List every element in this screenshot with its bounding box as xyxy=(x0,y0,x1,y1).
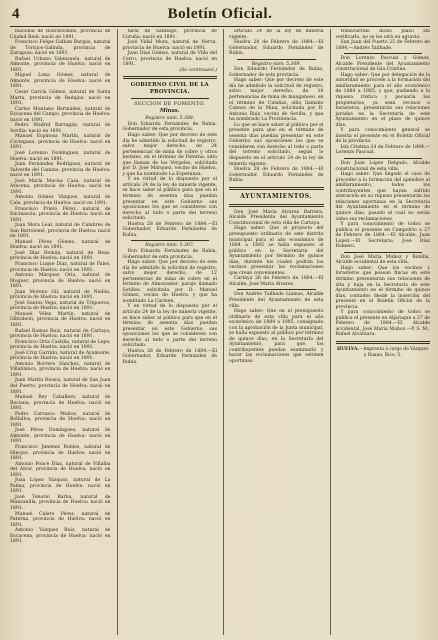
column-1 xyxy=(10,29,111,635)
san-juan-notice xyxy=(229,292,324,364)
col3-top-list xyxy=(229,29,324,57)
paragraph: Don Juan López Delgado, Alcalde constitucional de esta villa. xyxy=(335,161,430,172)
paragraph: Don José María Alvarez Barrera, Alcalde Presidente del Ayuntamiento Constitucional de esta villa de Cartaya. xyxy=(229,209,324,226)
paragraph: Juan López Vázquez, natural de La Palma, provincia de Huelva: nació en 1891. xyxy=(10,478,111,495)
paragraph: Manuel Espinosa Martín, natural de Cortegana, provincia de Huelva: nació en 1891. xyxy=(10,134,111,151)
paragraph: Rafael Ramos Ruiz, natural de Cartaya, provincia de Huelva: nació en 1891. xyxy=(10,328,111,340)
paragraph: Cesar García Gómez, natural de Santa Marta, provincia de Badajoz: nació en 1891. xyxy=(10,90,111,107)
page-number: 4 xyxy=(12,6,20,22)
paragraph: Juan Fernández Rodríguez, natural de Valverde del Camino, provincia de Huelva: nació en 1891. xyxy=(10,162,111,179)
paragraph: Francisco Prieto Pérez, natural de Encinasola, provincia de Huelva: nació en 1891. xyxy=(10,206,111,223)
paragraph: Hago saber: Que llegado el caso de proceder a la formación del apéndice al amillaramiento, todos los contribuyentes que hayan sufrido alteración en su riqueza presentarán las relaciones oportunas en la Secretaría del Ayuntamiento en el término de quince días, pasado el cual no serán oídos sus reclamaciones. xyxy=(335,172,430,222)
paragraph: Rafael Urbano Valenzuela, natural de Almonte, provincia de Huelva: nació en 1891. xyxy=(10,56,111,73)
section-divider xyxy=(229,187,324,190)
paragraph: Don Andrés Tailhade Llamas, Alcalde Presidente del Ayuntamiento de esta villa. xyxy=(229,292,324,309)
heading-rule xyxy=(131,98,210,99)
conscript-list xyxy=(10,29,111,545)
paragraph: Manuel Calero Pérez, natural de Paterna, provincia de Huelva: nació en 1891. xyxy=(10,511,111,528)
paragraph: Miguel Luna Gómez, natural de Almonte, provincia de Huelva: nació en 1891. xyxy=(10,73,111,90)
paragraph: José Díaz Román, natural de Beas, provincia de Huelva: nació en 1891. xyxy=(10,250,111,262)
paragraph: Manuel Vélez Martín, natural de Gibraleón, provincia de Huelva: nació en 1891. xyxy=(10,311,111,328)
paragraph: Y para conocimiento general se inserta el presente en el Boletín Oficial de la provincia. xyxy=(335,128,430,145)
paragraph: San Juan del Puerto 25 de Febrero de 1884.—Andrés Tailhade. xyxy=(335,40,430,51)
paragraph: Huelva 28 de Febrero de 1884.—El Gobernador, Eduardo Fernández de Rubia. xyxy=(122,348,217,365)
paragraph: José Vidal Mora, natural de Nerva, provincia de Huelva: nació en 1891. xyxy=(122,40,217,51)
entry-rule xyxy=(344,158,423,159)
section-divider xyxy=(229,204,324,207)
paragraph: Francisco Luque Díaz, natural de Palos, provincia de Huelva: nació en 1891. xyxy=(10,261,111,273)
registro-3-body xyxy=(229,67,324,183)
seccion-heading: SECCION DE FOMENTO. xyxy=(134,101,206,108)
paragraph: Juan Martín Rivera, natural de San Juan del Puerto, provincia de Huelva: nació en 1891. xyxy=(10,378,111,395)
paragraph: Hago saber: Que los vecinos y forasteros que posean fincas en este término presentarán sus relaciones de alta y baja en la Secretaría de este Ayuntamiento en el término de quince días, contados desde la inserción del presente en el Boletín Oficial de la provincia. xyxy=(335,265,430,310)
paragraph: José Tenorio Barba, natural de Manzanilla, provincia de Huelva: nació en 1891. xyxy=(10,494,111,512)
paragraph: Hago saber: Que por delegación de la autoridad se procede a la formación del amillaramiento para el año económico de 1884 a 1885, y que, pudiendo a la riqueza rústica y pecuaria los propietarios, ya sean vecinos o forasteros, presentarán sus relaciones juradas en la Secretaría de este Ayuntamiento en el plazo de quince días. xyxy=(335,72,430,128)
entry-rule xyxy=(237,59,316,60)
isla-cristina-notice xyxy=(336,56,431,156)
paragraph: tural de Santiago, provincia de Coruña: nació en 1891. xyxy=(122,29,217,40)
cartaya-notice xyxy=(229,210,324,288)
gazette-title: Boletín Oficial. xyxy=(167,6,273,22)
printer-imprint xyxy=(336,347,431,358)
gobierno-heading: GOBIERNO CIVIL DE LA PROVINCIA. xyxy=(130,82,209,96)
paragraph: Antonio Gómez Vázquez, natural de Cala, provincia de Huelva: nació en 1891. xyxy=(10,195,111,206)
paragraph: Manuel Rey Caballero, natural de Rociana, provincia de Huelva: nació en 1891. xyxy=(10,395,111,412)
paragraph: Hago saber: Que por decreto de este día he admitido la solicitud de registro, salvo mejor derecho, de 12 pertenencias de mina de cobre en el término de Almonaster, paraje llamado Sotillos, solicitada por D. Manuel Gómez, vecino de Huelva, y que ha nombrado La Carmen. xyxy=(122,260,217,304)
paragraph: Lo que se hace saber al público por el presente para que en el término de sesenta días puedan presentar en este Gobierno sus oposiciones los que se consideren con derecho al todo o parte del terreno solicitado, según lo dispuesto en el artículo 24 de la ley de minería vigente. xyxy=(229,122,324,167)
paragraph: Manuel Pérez Gómez, natural de Huelva: nació en 1891. xyxy=(10,239,111,251)
paragraph: José María Macías Casa, natural de Aracena, provincia de Huelva: nació en 1891. xyxy=(10,178,111,195)
paragraph: artículo 24 de la ley de minería vigente. xyxy=(229,29,324,40)
paragraph: Francisco Felipe Galban Burgos, natural de Torrijos-Galinda, provincia de Zaragoza: nació en 1891. xyxy=(10,40,111,57)
registro-label-2: Registro núm. 5.307. xyxy=(145,243,195,249)
paragraph: Y en virtud de lo dispuesto por el artículo 24 de la ley de minería vigente, se hace saber al público para que en el término de sesenta días puedan presentar en este Gobierno sus oposiciones los que se consideren con derecho al todo o parte del terreno solicitado. xyxy=(122,177,217,222)
paragraph: José Lorenzo Domínguez, natural de Huelva: nació en 1891. xyxy=(10,151,111,162)
paragraph: Juan Mora Leal, natural de Cumbres de San Bartolomé, provincia de Huelva: nació en 1891. xyxy=(10,223,111,240)
paragraph: Don Eduardo Fernández de Rubia, Gobernador de esta provincia. xyxy=(122,248,217,260)
registro-1-body xyxy=(123,122,218,238)
paragraph: Hago saber: Que el proyecto del presupuesto ordinario de este distrito municipal para el año económico de 1884 a 1885 se halla expuesto al público en la Secretaría del Ayuntamiento por término de quince días, durante los cuales podrán los vecinos presentar las reclamaciones que crean convenientes. xyxy=(229,226,324,276)
paragraph: Y para conocimiento de todos se publica el presente en Campofrío a 27 de Febrero de 1884.—El Alcalde, Juan López.—El Secretario, José Díaz Romero. xyxy=(335,222,430,250)
paragraph: Francisco Jiménez Robles, natural de Hinojos, provincia de Huelva: nació en 1891. xyxy=(10,445,111,462)
paragraph: Cartaya 26 de Febrero de 1884.—El Alcalde, José María Alvarez. xyxy=(229,276,324,287)
entry-rule xyxy=(344,53,423,54)
paragraph: Don Eduardo Fernández de Rubia, Gobernador de esta provincia. xyxy=(122,121,217,133)
paragraph: Hago saber: Que en el presupuesto ordinario de esta villa para el año económico de 1884 a 1885, consignado con la aprobación de la Junta municipal, se halla expuesto al público por término de quince días, en la Secretaría del Ayuntamiento, para que los contribuyentes puedan examinarlo y hacer las reclamaciones que estimen oportunas. xyxy=(229,309,324,364)
paragraph: Huelva 28 de Febrero de 1884.—El Gobernador, Eduardo Fernández de Rubia. xyxy=(122,221,217,238)
paragraph: Francisco Orta Castilla, natural de Lepe, provincia de Huelva: nació en 1891. xyxy=(10,339,111,351)
continuation-note: (Se continuará.) xyxy=(179,67,217,73)
paragraph: Antonio Borrero Sánchez, natural de Villablanca, provincia de Huelva: nació en 1891. xyxy=(10,361,111,378)
paragraph: Huelva 28 de Febrero de 1884.—El Gobernador, Eduardo Fernández de Rubia. xyxy=(229,167,324,184)
paragraph: Don Eduardo Fernández de Rubia, Gobernador de esta provincia. xyxy=(229,67,324,78)
col2-top-list xyxy=(123,29,218,68)
masthead xyxy=(10,6,430,27)
paragraph: Huelva 28 de Febrero de 1884.—El Gobernador, Eduardo Fernández de Rubia. xyxy=(229,40,324,57)
paragraph: Antonio Vázquez Ruiz, natural de Escacena, provincia de Huelva: nació en 1891. xyxy=(10,528,111,545)
paragraph: José Cruz Garrido, natural de Ayamonte, provincia de Huelva: nació en 1891. xyxy=(10,350,111,362)
campofrio-notice xyxy=(336,161,431,250)
imprint-place: HUELVA. xyxy=(337,346,359,352)
paragraph: nacional de Roncesvalles, provincia de Ciudad Real: nació en 1891. xyxy=(10,29,111,40)
aljaraque-notice xyxy=(336,255,431,338)
registro-label-3: Registro núm. 5.309. xyxy=(251,61,301,67)
paragraph: Hago saber: Que por decreto de este día he admitido la solicitud de registro, salvo mejor derecho, de 24 pertenencias de mina de cobre y otros metales, en el término de Paterna, sitio que llaman de los Vergeles, solicitada por D. José Márquez, vecino de Huelva, y que ha nombrado La Esperanza. xyxy=(122,133,217,177)
paragraph: José Santos Vega, natural de Trigueros, provincia de Huelva: nació en 1891. xyxy=(10,300,111,312)
paragraph: Juan Díaz Gómez, natural de Villa del Cerro, provincia de Huelva: nació en 1891. xyxy=(122,51,217,68)
columns xyxy=(10,29,430,635)
entry-rule xyxy=(237,289,316,290)
paragraph: Isla Cristina 24 de Febrero de 1884.—Lorenzo Pascual. xyxy=(335,144,430,156)
paragraph: Y en virtud de lo dispuesto por el artículo 24 de la ley de minería vigente, se hace saber al público para que en el término de sesenta días puedan presentar en este Gobierno sus oposiciones los que se consideren con derecho al todo o parte del terreno solicitado. xyxy=(122,304,217,349)
paragraph: Antonio Ponce Díaz, natural de Villalba del Alcor, provincia de Huelva: nació en 1891. xyxy=(10,461,111,478)
paragraph: Y para conocimiento de todos se publica el presente en Aljaraque a 27 de Febrero de 1884.—El Alcalde accidental, José María Muñoz.—P. S. M., Rafael Alcántara. xyxy=(335,310,430,338)
section-divider xyxy=(123,76,218,79)
imprint-divider xyxy=(336,341,431,344)
paragraph: Hago saber: Que por decreto de este día he admitido la solicitud de registro, salvo mejor derecho, de 16 pertenencias de mina de manganeso, en el término de Calañas, sitio llamado Cabezo de la Mina, solicitada por D. Antonio Ruiz, vecino de Sevilla, y que ha nombrado La Providencia. xyxy=(229,78,324,123)
column-4 xyxy=(330,29,431,635)
column-3 xyxy=(223,29,324,635)
entry-rule xyxy=(131,240,210,241)
san-juan-notice-end xyxy=(336,29,431,51)
paragraph: Don José María Muñoz y Bonilla, Alcalde accidental de esta villa. xyxy=(335,254,430,266)
ayuntamientos-heading: AYUNTAMIENTOS. xyxy=(240,192,313,200)
paragraph: Pedro Carrasco Muñoz, natural de Bollullos, provincia de Huelva: nació en 1891. xyxy=(10,411,111,428)
minas-heading: Minas. xyxy=(159,108,180,115)
paragraph: transcurrido dicho plazo sin verificarlo, no se les oirá en agravio. xyxy=(335,29,430,40)
paragraph: Don Lorenzo Pascual y Gómez, Alcalde Presidente del Ayuntamiento constitucional de Isla Cristina. xyxy=(335,56,430,73)
column-2 xyxy=(117,29,218,635)
registro-2-body xyxy=(123,249,218,365)
imprint-text: —Imprenta á cargo de Vázquez y Ruano, Rico, 5. xyxy=(358,346,429,358)
entry-rule xyxy=(344,252,423,253)
paragraph: Pedro Madrid Barragán, natural de Sevilla: nació en 1891. xyxy=(10,123,111,134)
paragraph: Carlos Montano Bermúdez, natural de Escacena del Campo, provincia de Huelva: nació en 1891. xyxy=(10,106,111,123)
paragraph: Antonio Márquez Oria, natural de Moguer, provincia de Huelva: nació en 1891. xyxy=(10,273,111,290)
paragraph: José Pérez Domínguez, natural de Almonte, provincia de Huelva: nació en 1891. xyxy=(10,428,111,445)
paragraph: Juan Moreno Gil, natural de Niebla, provincia de Huelva: nació en 1891. xyxy=(10,289,111,301)
registro-label-1: Registro núm. 5.308. xyxy=(145,116,195,122)
